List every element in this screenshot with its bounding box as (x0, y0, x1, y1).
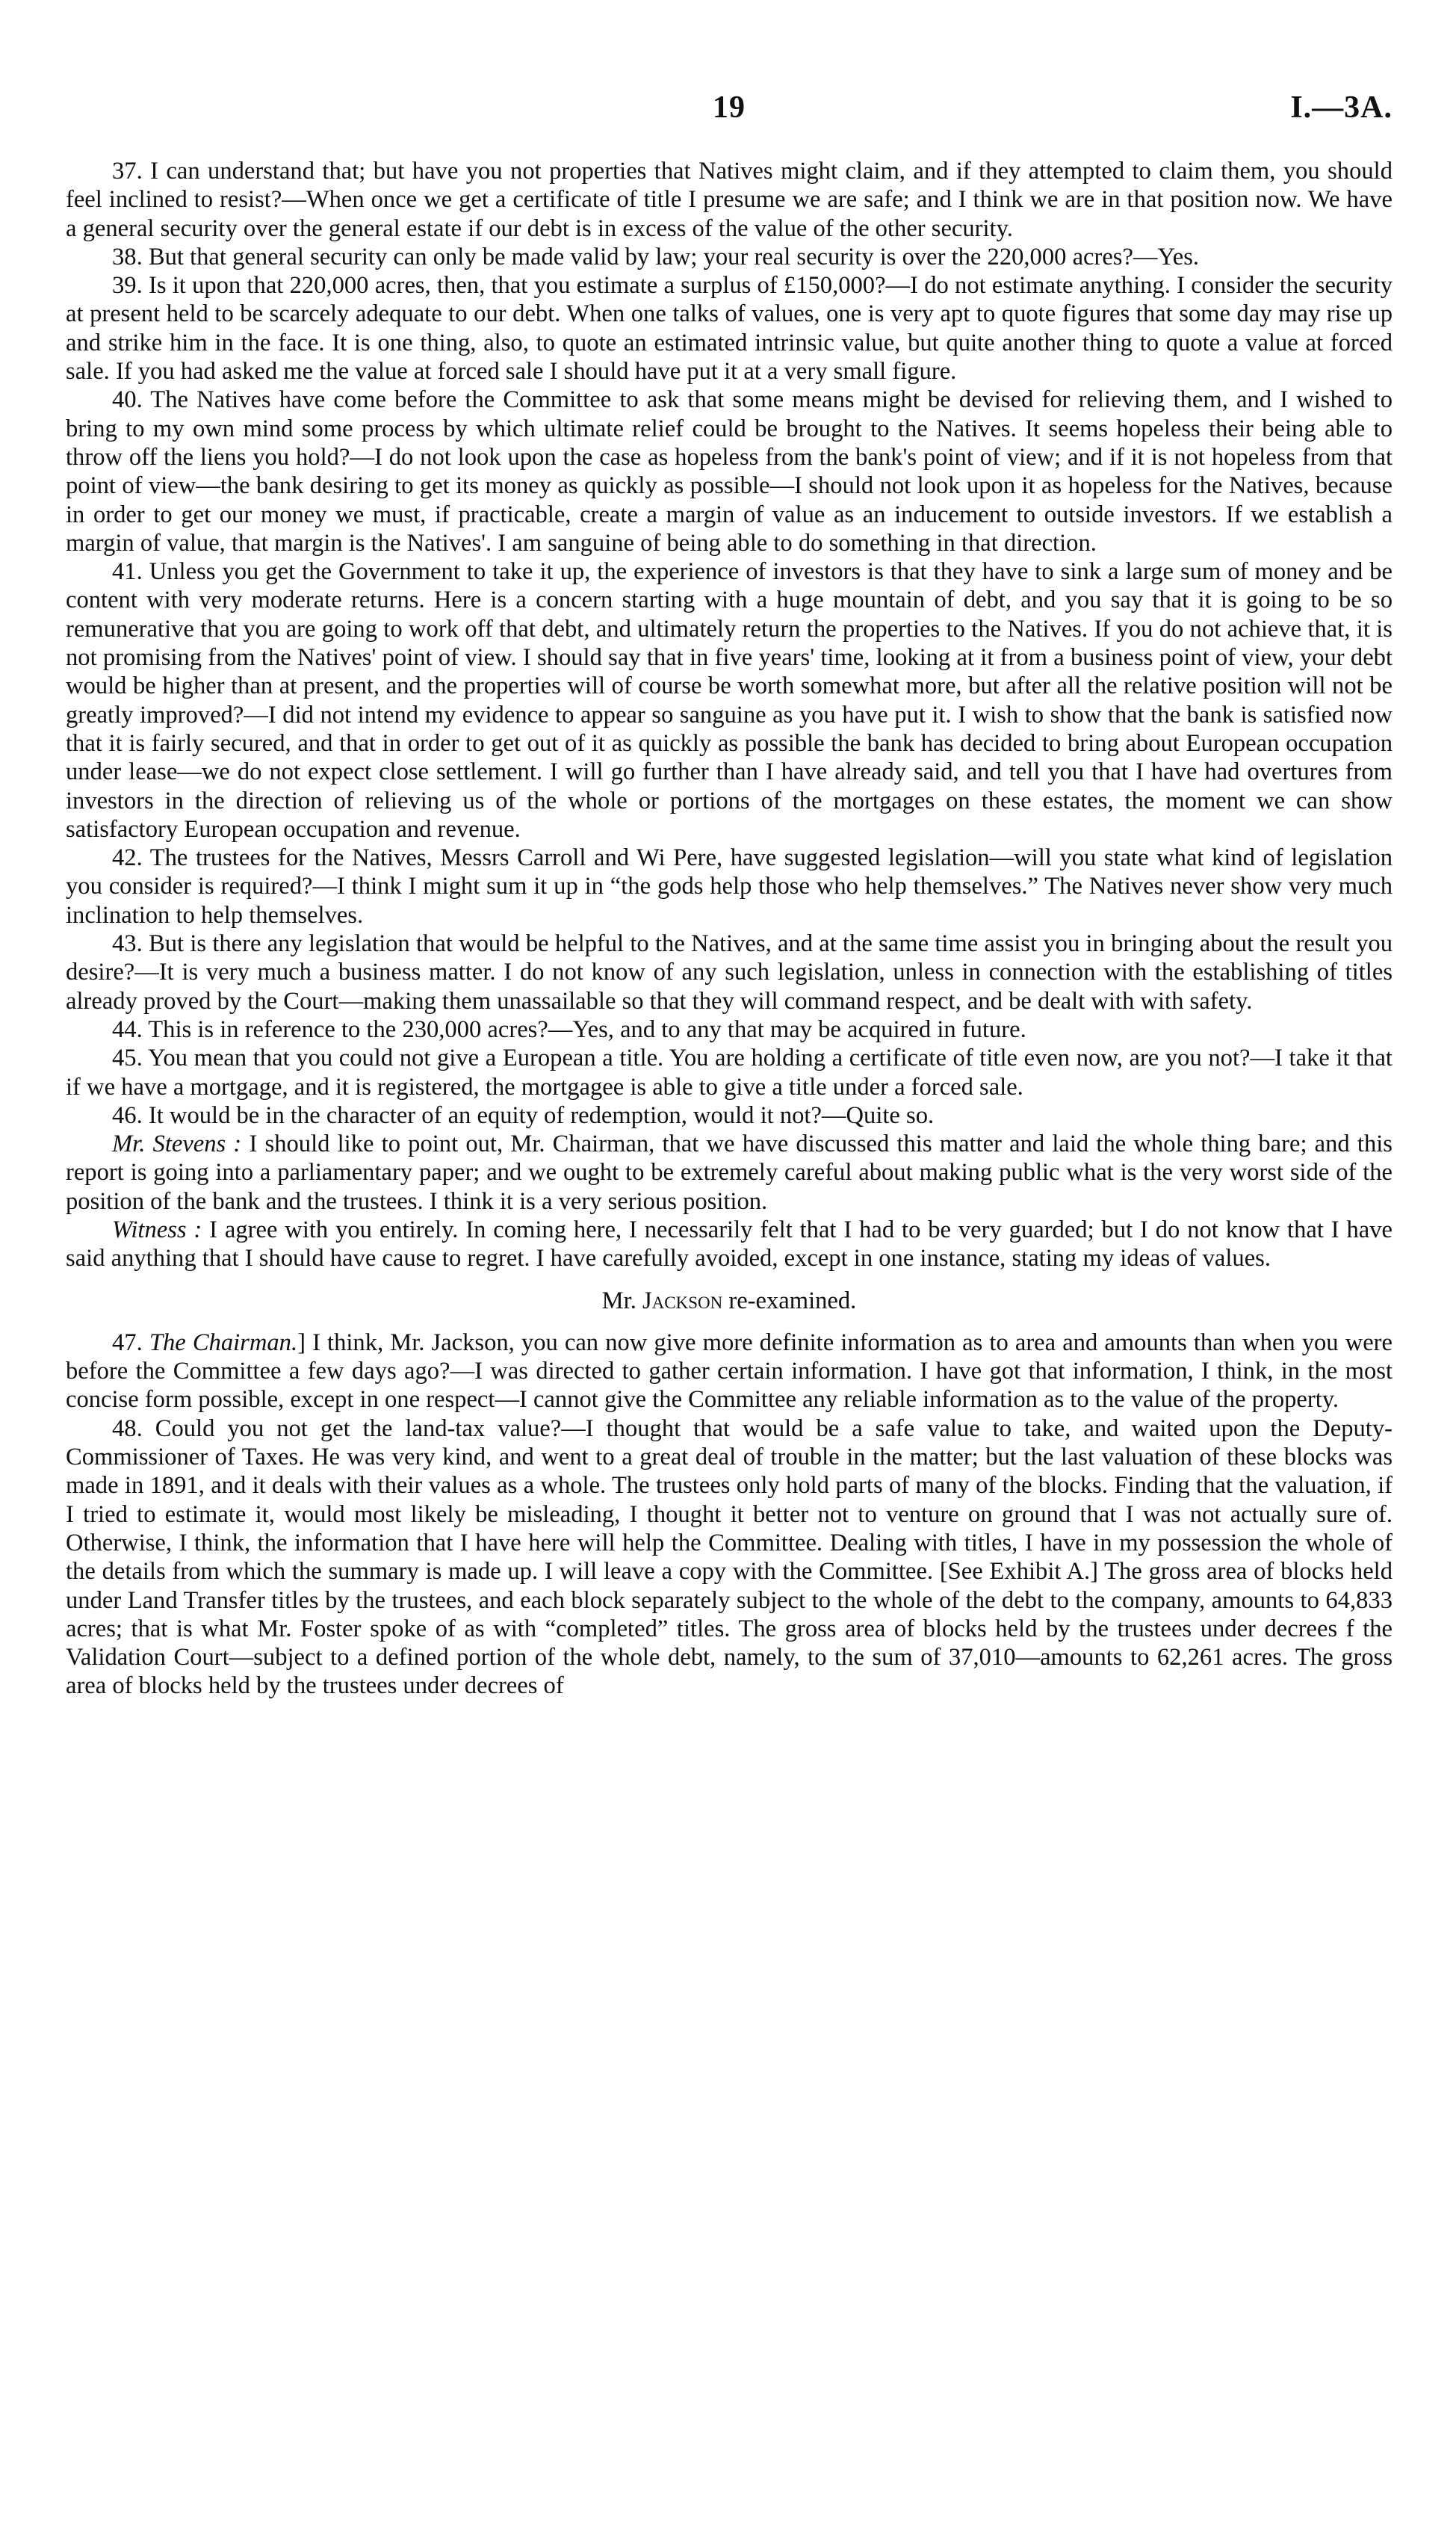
section-heading (66, 1287, 1393, 1315)
paragraph-48: 48. Could you not get the land-tax value?—I thought that would be a safe value to take, and waited upon the Deputy-Commissioner of Taxes. He was very kind, and went to a great deal of trouble in the matter; but the last valuation of these blocks was made in 1891, and it deals with their values as a whole. The trustees only hold parts of many of the blocks. Finding that the valuation, if I tried to estimate it, would most likely be misleading, I thought it better not to venture on ground that I was not actually sure of. Otherwise, I think, the information that I have here will help the Committee. Dealing with titles, I have in my possession the whole of the details from which the summary is made up. I will leave a copy with the Committee. [See Exhibit A.] The gross area of blocks held under Land Transfer titles by the trustees, and each block separately subject to the whole of the debt to the company, amounts to 64,833 acres; that is what Mr. Foster spoke of as with “completed” titles. The gross area of blocks held by the trustees under decrees f the Validation Court—subject to a defined portion of the whole debt, namely, to the sum of 37,010—amounts to 62,261 acres. The gross area of blocks held by the trustees under decrees of (66, 1414, 1393, 1700)
paragraph-stevens (66, 1130, 1393, 1216)
speaker-name: Witness : (112, 1216, 202, 1243)
page-number: 19 (713, 90, 746, 125)
paragraph-40: 40. The Natives have come before the Committee to ask that some means might be devised for relieving them, and I wished to bring to my own mind some process by which ultimate relief could be brought to the Natives. It seems hopeless their being able to throw off the liens you hold?—I do not look upon the case as hopeless from the bank's point of view; and if it is not hopeless from that point of view—the bank desiring to get its money as quickly as possible—I should not look upon it as hopeless for the Natives, because in order to get our money we must, if practicable, create a margin of value as an inducement to outside investors. If we establish a margin of value, that margin is the Natives'. I am sanguine of being able to do something in that direction. (66, 386, 1393, 557)
paragraph-41: 41. Unless you get the Government to take it up, the experience of investors is that they have to sink a large sum of money and be content with very moderate returns. Here is a concern starting with a huge mountain of debt, and you say that it is going to be so remunerative that you are going to work off that debt, and ultimately return the properties to the Natives. If you do not achieve that, it is not promising from the Natives' point of view. I should say that in five years' time, looking at it from a business point of view, your debt would be higher than at present, and the properties will of course be worth somewhat more, but after all the relative position will not be greatly improved?—I did not intend my evidence to appear so sanguine as you have put it. I wish to show that the bank is satisfied now that it is fairly secured, and that in order to get out of it as quickly as possible the bank has decided to bring about European occupation under lease—we do not expect close settlement. I will go further than I have already said, and tell you that I have had overtures from investors in the direction of relieving us of the whole or portions of the mortgages on these estates, the moment we can show satisfactory European occupation and revenue. (66, 558, 1393, 843)
speaker-remark: I should like to point out, Mr. Chairman, that we have discussed this matter and laid the whole thing bare; and this report is going into a parliamentary paper; and we ought to be extremely careful about making public what is the very worst side of the position of the bank and the trustees. I think it is a very serious position. (66, 1131, 1393, 1215)
paragraph-37: 37. I can understand that; but have you not properties that Natives might claim, and if they attempted to claim them, you should feel inclined to resist?—When once we get a certificate of title I presume we are safe; and I think we are in that position now. We have a general security over the general estate if our debt is in excess of the value of the other security. (66, 158, 1393, 242)
paragraph-42: 42. The trustees for the Natives, Messrs Carroll and Wi Pere, have suggested legislation—will you state what kind of legislation you consider is required?—I think I might sum it up in “the gods help those who help themselves.” The Natives never show very much inclination to help themselves. (66, 844, 1393, 929)
page-header (66, 90, 1393, 157)
speaker-remark: I agree with you entirely. In coming here, I necessarily felt that I had to be very guarded; but I do not know that I have said anything that I should have cause to regret. I have carefully avoided, except in one instance, stating my ideas of values. (66, 1216, 1393, 1272)
paragraph-45: 45. You mean that you could not give a European a title. You are holding a certificate of title even now, are you not?—I take it that if we have a mortgage, and it is registered, the mortgagee is able to give a title under a forced sale. (66, 1045, 1393, 1101)
paragraph-body: ] I think, Mr. Jackson, you can now give more definite information as to area and amounts than when you were before the Committee a few days ago?—I was directed to gather certain information. I have got that information, I think, in the most concise form possible, except in one respect—I cannot give the Committee any reliable information as to the value of the property. (66, 1329, 1393, 1414)
heading-name: Jackson (642, 1287, 723, 1314)
paragraph-38: 38. But that general security can only be made valid by law; your real security is over the 220,000 acres?—Yes. (112, 243, 1200, 270)
paragraph-47 (66, 1329, 1393, 1414)
paragraph-43: 43. But is there any legislation that would be helpful to the Natives, and at the same time assist you in bringing about the result you desire?—It is very much a business matter. I do not know of any such legislation, unless in connection with the establishing of titles already proved by the Court—making them unassailable so that they will command respect, and be dealt with with safety. (66, 930, 1393, 1015)
document-page (66, 90, 1393, 2496)
speaker-name: Mr. Stevens : (112, 1131, 242, 1158)
heading-suffix: re-examined. (722, 1287, 857, 1314)
paragraph-39: 39. Is it upon that 220,000 acres, then, that you estimate a surplus of £150,000?—I do not estimate anything. I consider the security at present held to be scarcely adequate to our debt. When one talks of values, one is very apt to quote figures that some day may rise up and strike him in the face. It is one thing, also, to quote an estimated intrinsic value, but quite another thing to quote a value at forced sale. If you had asked me the value at forced sale I should have put it at a very small figure. (66, 272, 1393, 386)
heading-prefix: Mr. (601, 1287, 642, 1314)
document-reference: I.—3A. (1290, 90, 1393, 125)
paragraph-46: 46. It would be in the character of an equity of redemption, would it not?—Quite so. (112, 1101, 935, 1129)
paragraph-44: 44. This is in reference to the 230,000 acres?—Yes, and to any that may be acquired in future. (112, 1015, 1026, 1043)
paragraph-number: 47. (112, 1329, 149, 1356)
paragraph-witness (66, 1216, 1393, 1273)
speaker-name: The Chairman. (149, 1329, 298, 1356)
body-text (66, 157, 1393, 1701)
